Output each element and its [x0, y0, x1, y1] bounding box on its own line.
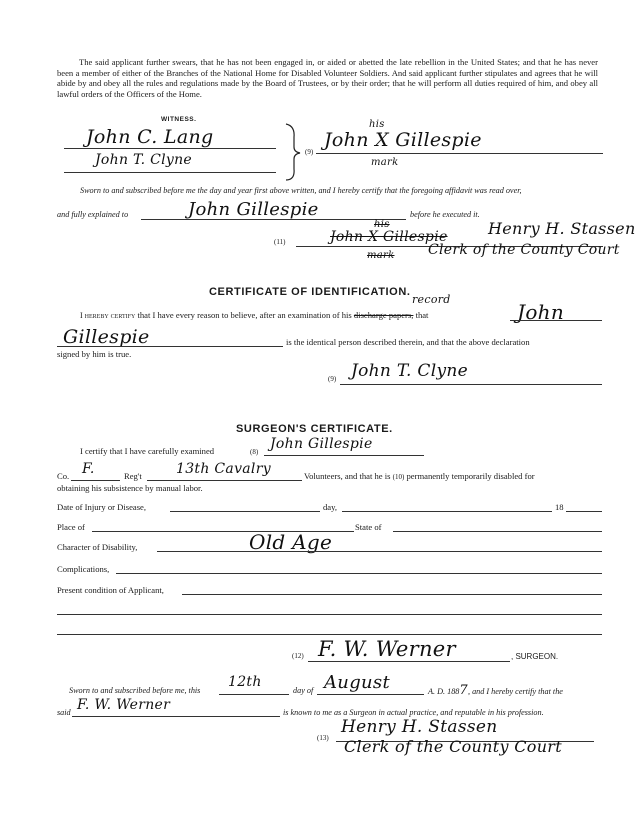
struck-his: his — [374, 219, 390, 230]
injury-label: Date of Injury or Disease, — [57, 502, 147, 512]
surgeon-signature: F. W. Werner — [318, 637, 456, 661]
known-text: is known to me as a Surgeon in actual practice, and reputable in his profession. — [283, 708, 544, 717]
co-value: F. — [82, 461, 95, 477]
character-label: Character of Disability, — [57, 542, 138, 552]
sworn-before-prefix: Sworn to and subscribed before me, this — [69, 686, 201, 695]
that-word: that — [415, 310, 429, 320]
present-label: Present condition of Applicant, — [57, 585, 164, 595]
identification-line-2: is the identical person described therein, and that the above declaration — [286, 337, 530, 347]
day-line — [342, 511, 552, 512]
marker-11: (11) — [274, 238, 286, 246]
present-line-2 — [57, 614, 602, 615]
marker-10: (10) — [392, 473, 405, 481]
identified-name-part-1: John — [517, 300, 565, 324]
explained-line — [141, 219, 406, 220]
oath-paragraph: The said applicant further swears, that he has not been engaged in, or aided or abetted the late rebellion in the United States; and that he has never been a member of either of the Branches of the National Home for Disabled Volunteer Soldiers. And said applicant further stipulates and agrees that he will abide by and obey all the rules and regulations made by the Board of Trustees, or by their order; that he will perform all duties required of him, and obey all lawful orders of the Officers of the Home. — [57, 57, 598, 99]
struck-mark: mark — [367, 250, 395, 261]
regt-line — [147, 480, 302, 481]
brace-graphic — [283, 122, 301, 182]
volunteers-text — [304, 471, 535, 483]
sworn-day-of: day of — [293, 686, 314, 695]
identification-line-1-text: that I have every reason to believe, after an examination of his — [137, 310, 352, 320]
subsistence-text: obtaining his subsistence by manual labor. — [57, 483, 203, 493]
identified-name-line-2 — [57, 346, 283, 347]
year-line — [566, 511, 602, 512]
volunteers-text-label: Volunteers, and that he is — [304, 471, 391, 481]
examined-name: John Gillespie — [270, 436, 373, 452]
witness-1-signature: John C. Lang — [86, 126, 214, 148]
witness-2-line — [64, 172, 276, 173]
marker-13: (13) — [317, 734, 329, 742]
state-label: State of — [355, 522, 382, 532]
witness-2-signature: John T. Clyne — [95, 152, 193, 168]
sworn-ad-text — [428, 683, 563, 698]
said-name: F. W. Werner — [77, 697, 171, 713]
identification-line-1 — [80, 310, 428, 322]
applicant-mark: mark — [371, 157, 399, 168]
applicant-his: his — [369, 119, 385, 130]
marker-12: (12) — [292, 652, 304, 660]
character-line — [157, 551, 602, 552]
injury-line — [170, 511, 320, 512]
co-label: Co. — [57, 471, 70, 481]
examined-text: I certify that I have carefully examined — [80, 446, 215, 456]
explained-suffix: before he executed it. — [410, 210, 480, 219]
struck-applicant-signature: John X Gillespie — [330, 229, 448, 245]
identification-signature: John T. Clyne — [351, 361, 468, 381]
applicant-mark-signature: John X Gillespie — [324, 129, 482, 151]
identification-line-3: signed by him is true. — [57, 349, 132, 359]
witness-1-line — [64, 148, 276, 149]
hereby-certify-caps: I hereby certify — [80, 311, 136, 320]
place-label: Place of — [57, 522, 85, 532]
clerk-name-2: Henry H. Stassen — [341, 717, 498, 737]
identification-signature-line — [340, 384, 602, 385]
clerk-title-2: Clerk of the County Court — [344, 737, 562, 756]
identification-title: CERTIFICATE OF IDENTIFICATION. — [209, 286, 411, 298]
day-label: day, — [323, 502, 337, 512]
sworn-year-digit: 7 — [459, 683, 468, 698]
sworn-statement: Sworn to and subscribed before me the day and year first above written, and I hereby certify that the foregoing affidavit was read over, — [80, 186, 522, 195]
witness-label: WITNESS. — [161, 116, 197, 123]
applicant-signature-line — [316, 153, 603, 154]
surgeon-title: SURGEON'S CERTIFICATE. — [236, 423, 393, 435]
inserted-record: record — [412, 293, 451, 306]
sworn-certify-suffix: , and I hereby certify that the — [467, 687, 563, 696]
explained-name: John Gillespie — [188, 199, 319, 220]
regt-value: 13th Cavalry — [176, 461, 271, 477]
sworn-month-value: August — [324, 672, 390, 693]
regt-label: Reg't — [124, 471, 142, 481]
sworn-day-line — [219, 694, 289, 695]
said-label: said — [57, 708, 71, 717]
complications-label: Complications, — [57, 564, 110, 574]
surgeon-signature-line — [308, 661, 510, 662]
identified-name-part-2: Gillespie — [63, 326, 150, 348]
character-value: Old Age — [249, 530, 333, 554]
marker-9-applicant: (9) — [305, 148, 314, 156]
present-line-1 — [182, 594, 602, 595]
said-line — [72, 716, 280, 717]
sworn-ad-label: A. D. 188 — [428, 687, 460, 696]
examined-line — [264, 455, 424, 456]
state-line — [393, 531, 602, 532]
clerk-title-1: Clerk of the County Court — [428, 242, 620, 258]
sworn-month-line — [317, 694, 424, 695]
year-prefix: 18 — [555, 502, 564, 512]
complications-line — [116, 573, 602, 574]
explained-prefix: and fully explained to — [57, 210, 129, 219]
surgeon-label: , SURGEON. — [511, 652, 559, 661]
sworn-day-value: 12th — [228, 674, 262, 690]
present-line-3 — [57, 634, 602, 635]
co-line — [71, 480, 120, 481]
identified-name-line-1 — [510, 320, 602, 321]
clerk-name-1: Henry H. Stassen — [488, 219, 636, 238]
marker-9-identification: (9) — [328, 375, 337, 383]
marker-8: (8) — [250, 448, 259, 456]
disabled-text: permanently temporarily disabled for — [406, 471, 535, 481]
struck-discharge-papers: discharge papers, — [353, 310, 414, 320]
